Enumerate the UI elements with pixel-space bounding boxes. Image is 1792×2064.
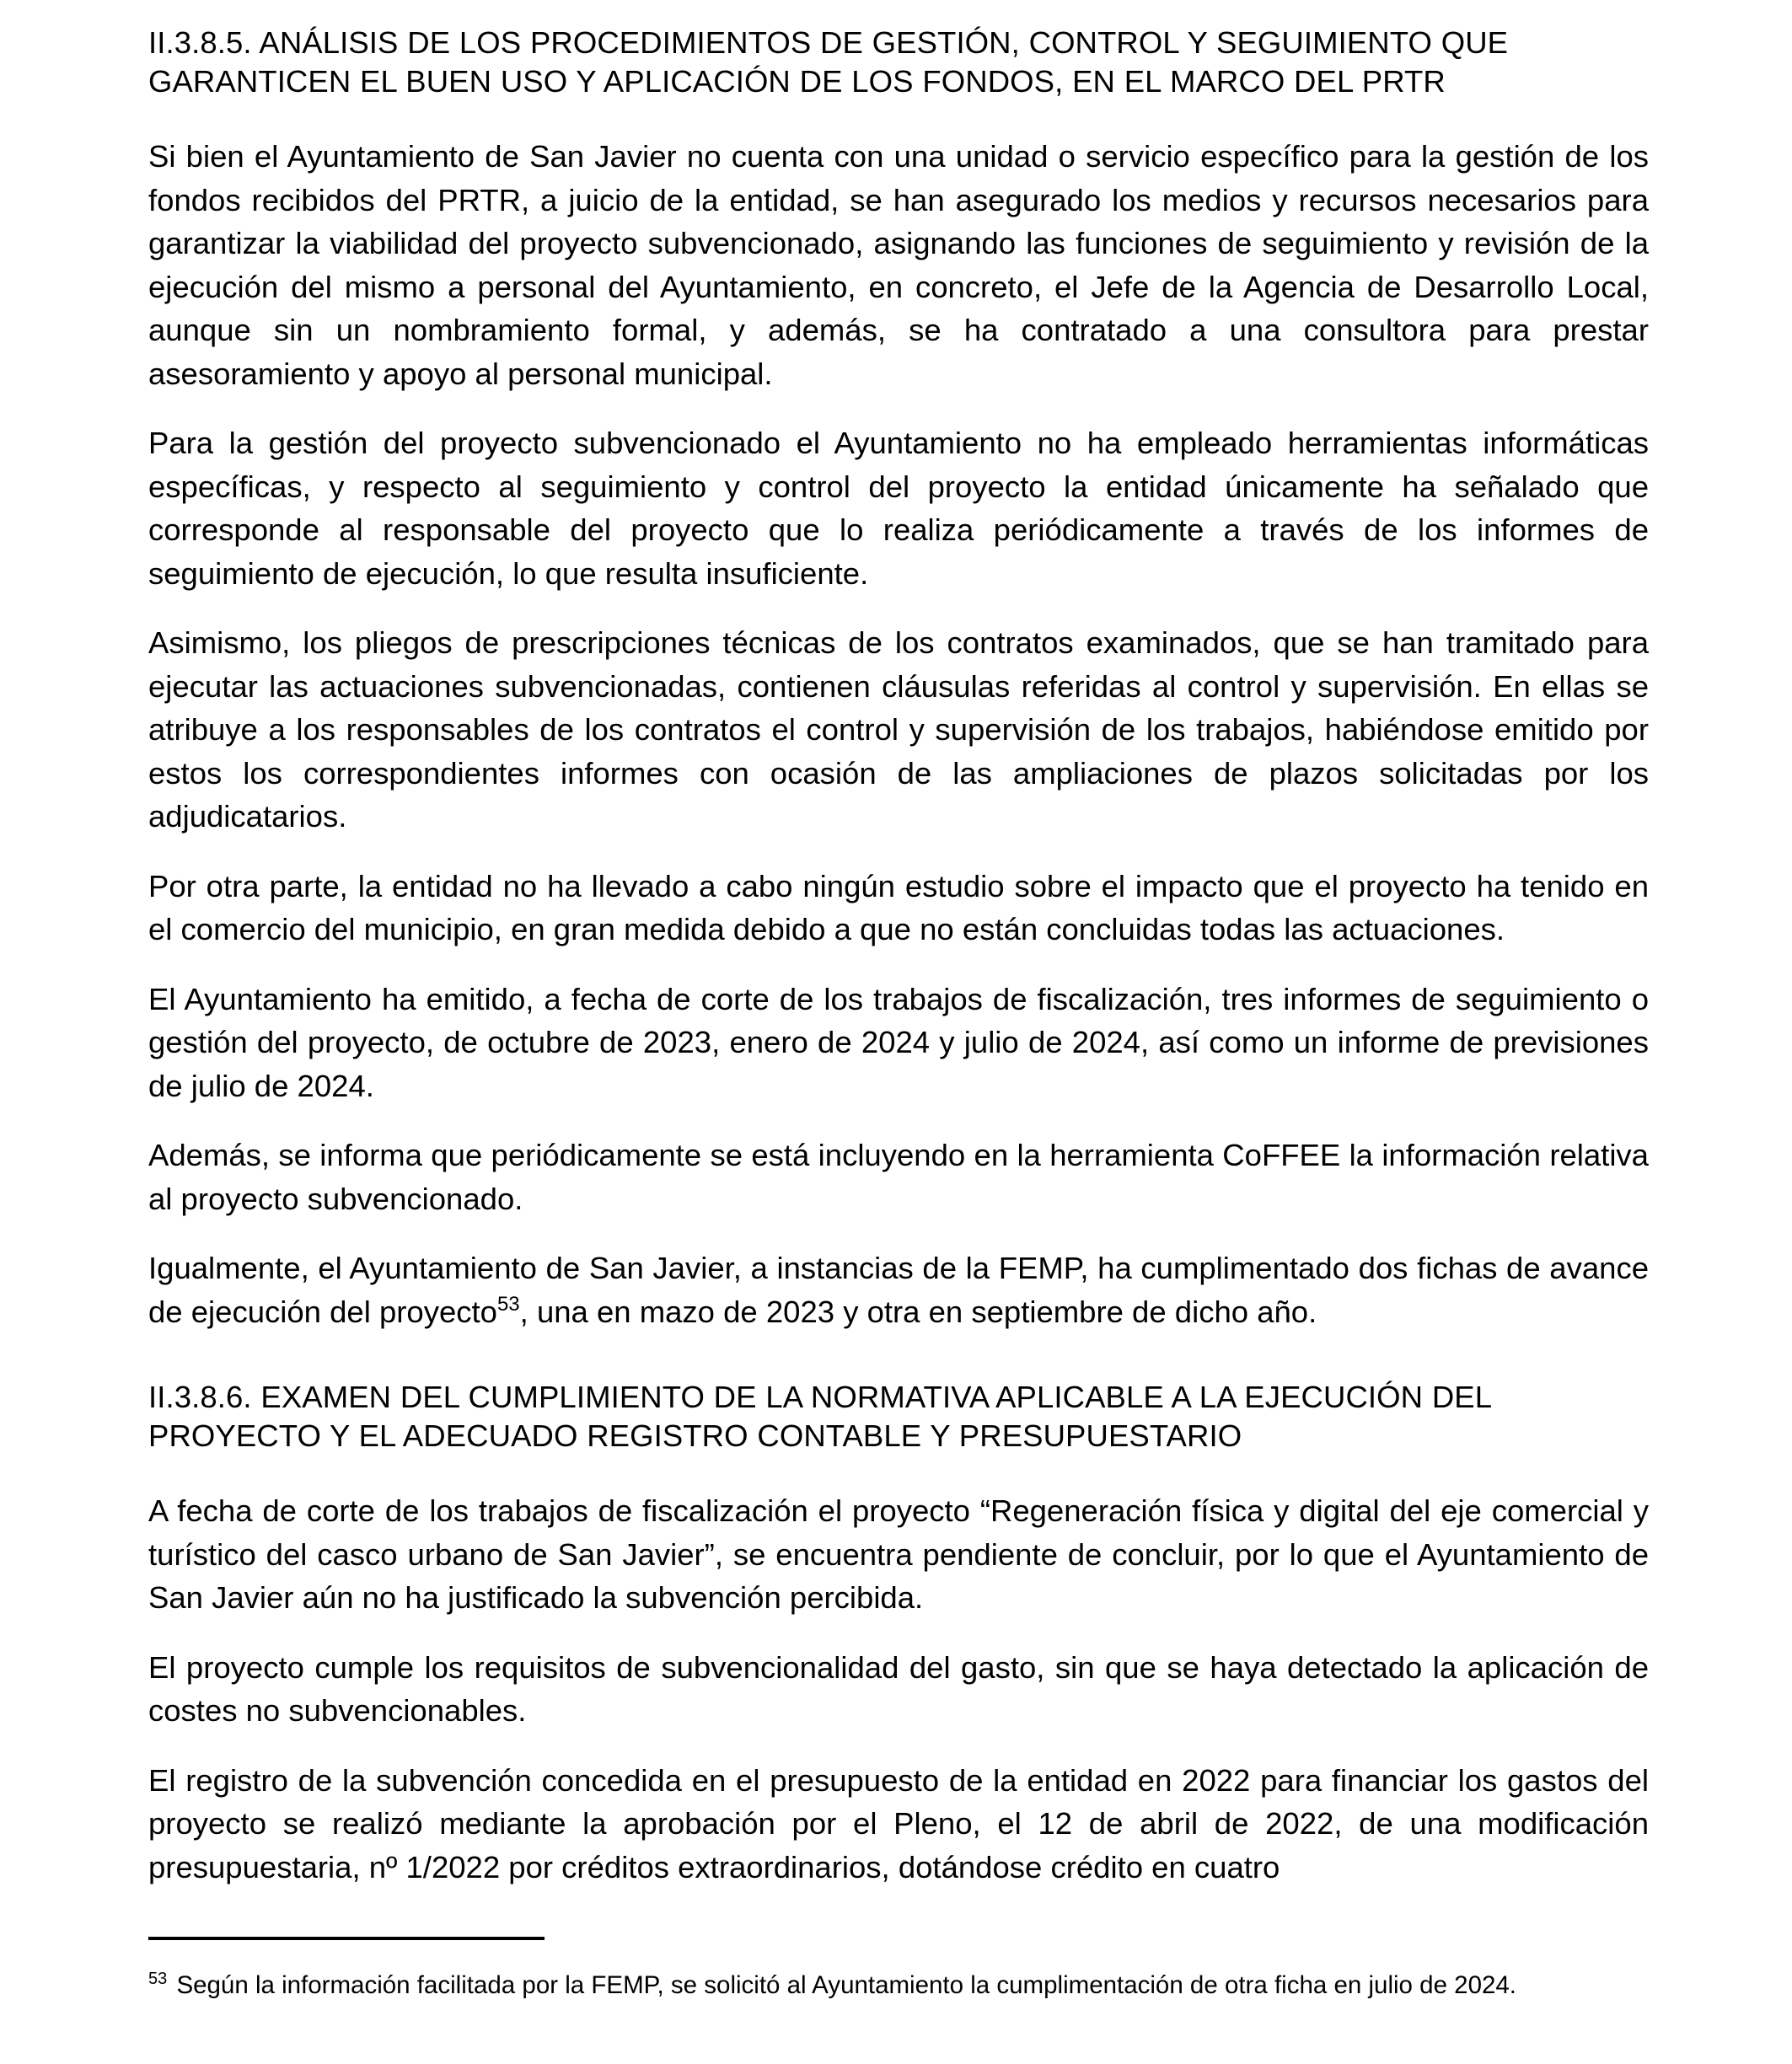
paragraph-pliegos-prescripciones: Asimismo, los pliegos de prescripciones técnicas de los contratos examinados, que se han tramitado para ejecutar las actuaciones subvencionadas, contienen cláusulas referidas al control y supervisión. En ellas se atribuye a los responsables de los contratos el control y supervisión de los trabajos, habiéndose emitido por estos los correspondientes informes con ocasión de las ampliaciones de plazos solicitadas por los adjudicatarios. [148,625,1649,834]
spacer [148,101,1649,135]
page-content [148,24,1649,1889]
footnote-reference-53[interactable]: 53 [496,1292,520,1316]
spacer [148,1220,1649,1246]
paragraph-informes-seguimiento: El Ayuntamiento ha emitido, a fecha de corte de los trabajos de fiscalización, tres informes de seguimiento o gestión del proyecto, de octubre de 2023, enero de 2024 y julio de 2024, así como un informe de previsiones de julio de 2024. [148,981,1649,1103]
paragraph-subvencionalidad-gasto: El proyecto cumple los requisitos de subvencionalidad del gasto, sin que se haya detectado la aplicación de costes no subvencionables. [148,1649,1649,1728]
spacer [148,1733,1649,1759]
paragraph-coffee: Además, se informa que periódicamente se está incluyendo en la herramienta CoFFEE la información relativa al proyecto subvencionado. [148,1138,1649,1216]
spacer [148,595,1649,621]
spacer [148,1456,1649,1489]
paragraph-femp-fichas-after: , una en mazo de 2023 y otra en septiembre de dicho año. [519,1294,1317,1329]
section-heading-II-3-8-6: II.3.8.6. EXAMEN DEL CUMPLIMIENTO DE LA NORMATIVA APLICABLE A LA EJECUCIÓN DEL PROYECTO Y EL ADECUADO REGISTRO CONTABLE Y PRESUPUESTARIO [148,1380,1491,1453]
paragraph-femp-fichas-before: Igualmente, el Ayuntamiento de San Javier, a instancias de la FEMP, ha cumplimentado dos fichas de avance de ejecución del proyecto [148,1251,1649,1329]
paragraph-femp-fichas [148,1246,1649,1333]
footnote-number-53: 53 [148,1970,168,1988]
spacer [148,1620,1649,1646]
footnote-53 [148,1965,1649,2005]
spacer [148,1333,1649,1378]
footnote-area [148,1937,1649,2005]
paragraph-impacto-comercio: Por otra parte, la entidad no ha llevado a cabo ningún estudio sobre el impacto que el proyecto ha tenido en el comercio del municipio, en gran medida debido a que no están concluidas todas las actuaciones. [148,868,1649,946]
paragraph-herramientas-informaticas: Para la gestión del proyecto subvencionado el Ayuntamiento no ha empleado herramientas informáticas específicas, y respecto al seguimiento y control del proyecto la entidad únicamente ha señalado que corresponde al responsable del proyecto que lo realiza periódicamente a través de los informes de seguimiento de ejecución, lo que resulta insuficiente. [148,426,1649,591]
paragraph-proyecto-regeneracion: A fecha de corte de los trabajos de fiscalización el proyecto “Regeneración física y digital del eje comercial y turístico del casco urbano de San Javier”, se encuentra pendiente de concluir, por lo que el Ayuntamiento de San Javier aún no ha justificado la subvención percibida. [148,1493,1649,1615]
paragraph-registro-subvencion: El registro de la subvención concedida en el presupuesto de la entidad en 2022 para financiar los gastos del proyecto se realizó mediante la aprobación por el Pleno, el 12 de abril de 2022, de una modificación presupuestaria, nº 1/2022 por créditos extraordinarios, dotándose crédito en cuatro [148,1762,1649,1884]
footnote-53-text: Según la información facilitada por la FEMP, se solicitó al Ayuntamiento la cumplimentación de otra ficha en julio de 2024. [169,1971,1516,1999]
spacer [148,952,1649,978]
section-heading-II-3-8-5: II.3.8.5. ANÁLISIS DE LOS PROCEDIMIENTOS DE GESTIÓN, CONTROL Y SEGUIMIENTO QUE GARANTICEN EL BUEN USO Y APLICACIÓN DE LOS FONDOS, EN EL MARCO DEL PRTR [148,25,1509,99]
paragraph-gestion-fondos: Si bien el Ayuntamiento de San Javier no cuenta con una unidad o servicio específico para la gestión de los fondos recibidos del PRTR, a juicio de la entidad, se han asegurado los medios y recursos necesarios para garantizar la viabilidad del proyecto subvencionado, asignando las funciones de seguimiento y revisión de la ejecución del mismo a personal del Ayuntamiento, en concreto, el Jefe de la Agencia de Desarrollo Local, aunque sin un nombramiento formal, y además, se ha contratado a una consultora para prestar asesoramiento y apoyo al personal municipal. [148,139,1649,391]
spacer [148,395,1649,421]
spacer [148,839,1649,865]
footnote-separator-rule [148,1937,545,1940]
spacer [148,1107,1649,1134]
